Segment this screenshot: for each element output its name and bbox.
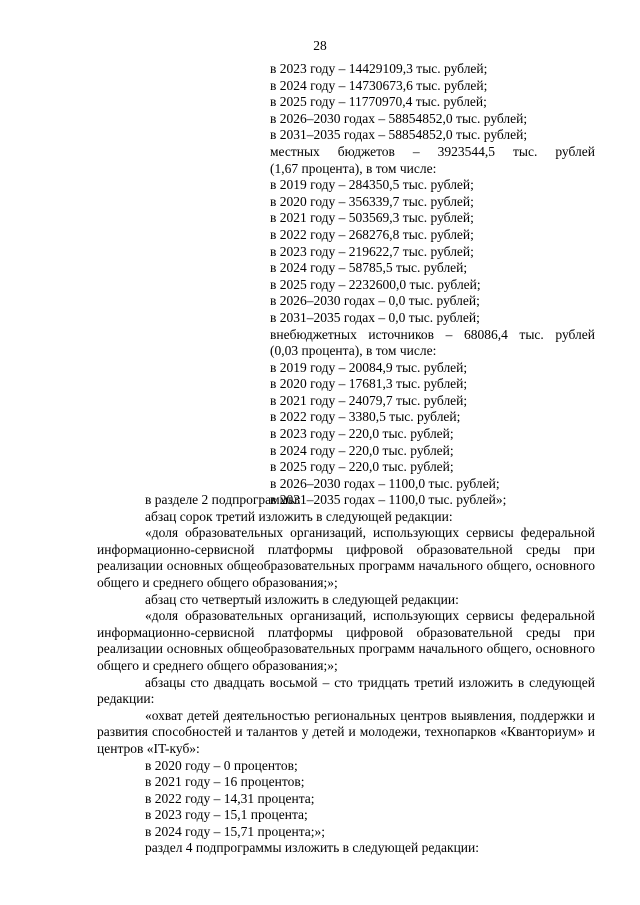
local-budget-line: в 2021 году – 503569,3 тыс. рублей; — [270, 210, 474, 226]
funding-line: в 2025 году – 11770970,4 тыс. рублей; — [270, 94, 487, 110]
extra-budget-share: (0,03 процента), в том числе: — [270, 343, 437, 359]
local-budget-line: в 2020 году – 356339,7 тыс. рублей; — [270, 193, 474, 209]
year-value-line: в 2021 году – 16 процентов; — [145, 774, 305, 790]
local-budget-line: в 2026–2030 годах – 0,0 тыс. рублей; — [270, 293, 480, 309]
local-budget-line: в 2023 году – 219622,7 тыс. рублей; — [270, 243, 474, 259]
extra-budget-line: в 2025 году – 220,0 тыс. рублей; — [270, 459, 454, 475]
quoted-paragraph: «доля образовательных организаций, использующих сервисы федеральной информационно-сервисной платформы цифровой образовательной среды при реализации основных общеобразовательных программ начального общего, основного общего и среднего общего образования;»; — [97, 525, 595, 590]
local-budget-line: в 2022 году – 268276,8 тыс. рублей; — [270, 226, 474, 242]
local-budget-line: в 2019 году – 284350,5 тыс. рублей; — [270, 177, 474, 193]
paragraph: в разделе 2 подпрограммы: — [145, 492, 302, 507]
quoted-paragraph: «доля образовательных организаций, использующих сервисы федеральной информационно-сервисной платформы цифровой образовательной среды при реализации основных общеобразовательных программ начального общего, основного общего и среднего общего образования;»; — [97, 608, 595, 673]
extra-budget-line: в 2024 году – 220,0 тыс. рублей; — [270, 442, 454, 458]
paragraph: абзац сто четвертый изложить в следующей редакции: — [145, 591, 459, 607]
funding-line: в 2023 году – 14429109,3 тыс. рублей; — [270, 61, 488, 76]
year-value-line: в 2020 году – 0 процентов; — [145, 757, 298, 773]
extra-budget-line: в 2031–2035 годах – 1100,0 тыс. рублей»; — [270, 492, 507, 508]
funding-line: в 2026–2030 годах – 58854852,0 тыс. рублей; — [270, 110, 528, 126]
paragraph: раздел 4 подпрограммы изложить в следующей редакции: — [145, 840, 479, 856]
extra-budget-line: в 2022 году – 3380,5 тыс. рублей; — [270, 409, 461, 425]
amendments-text — [97, 492, 595, 857]
page-number: 28 — [313, 38, 327, 53]
funding-line: в 2024 году – 14730673,6 тыс. рублей; — [270, 77, 488, 93]
funding-sources-block — [270, 61, 595, 509]
quoted-paragraph: «охват детей деятельностью региональных центров выявления, поддержки и развития способностей и талантов у детей и молодежи, технопарков «Кванториум» и центров «IT-куб»: — [97, 707, 595, 756]
extra-budget-line: в 2020 году – 17681,3 тыс. рублей; — [270, 376, 468, 392]
local-budget-line: в 2024 году – 58785,5 тыс. рублей; — [270, 260, 468, 276]
extra-budget-line: в 2021 году – 24079,7 тыс. рублей; — [270, 392, 468, 408]
local-budget-line: в 2025 году – 2232600,0 тыс. рублей; — [270, 276, 481, 292]
extra-budget-line: в 2019 году – 20084,9 тыс. рублей; — [270, 359, 468, 375]
extra-budget-line: в 2026–2030 годах – 1100,0 тыс. рублей; — [270, 475, 500, 491]
local-budgets-total: местных бюджетов – 3923544,5 тыс. рублей — [270, 143, 595, 159]
year-value-line: в 2024 году – 15,71 процента;»; — [145, 823, 326, 839]
extra-budget-line: в 2023 году – 220,0 тыс. рублей; — [270, 426, 454, 442]
extra-budget-total: внебюджетных источников – 68086,4 тыс. рублей — [270, 326, 595, 342]
local-budgets-share: (1,67 процента), в том числе: — [270, 160, 437, 176]
funding-line: в 2031–2035 годах – 58854852,0 тыс. рублей; — [270, 127, 528, 143]
paragraph: абзацы сто двадцать восьмой – сто тридцать третий изложить в следующей редакции: — [97, 674, 595, 707]
year-value-line: в 2022 году – 14,31 процента; — [145, 790, 315, 806]
local-budget-line: в 2031–2035 годах – 0,0 тыс. рублей; — [270, 309, 480, 325]
year-value-line: в 2023 году – 15,1 процента; — [145, 807, 308, 823]
paragraph: абзац сорок третий изложить в следующей редакции: — [145, 508, 453, 524]
